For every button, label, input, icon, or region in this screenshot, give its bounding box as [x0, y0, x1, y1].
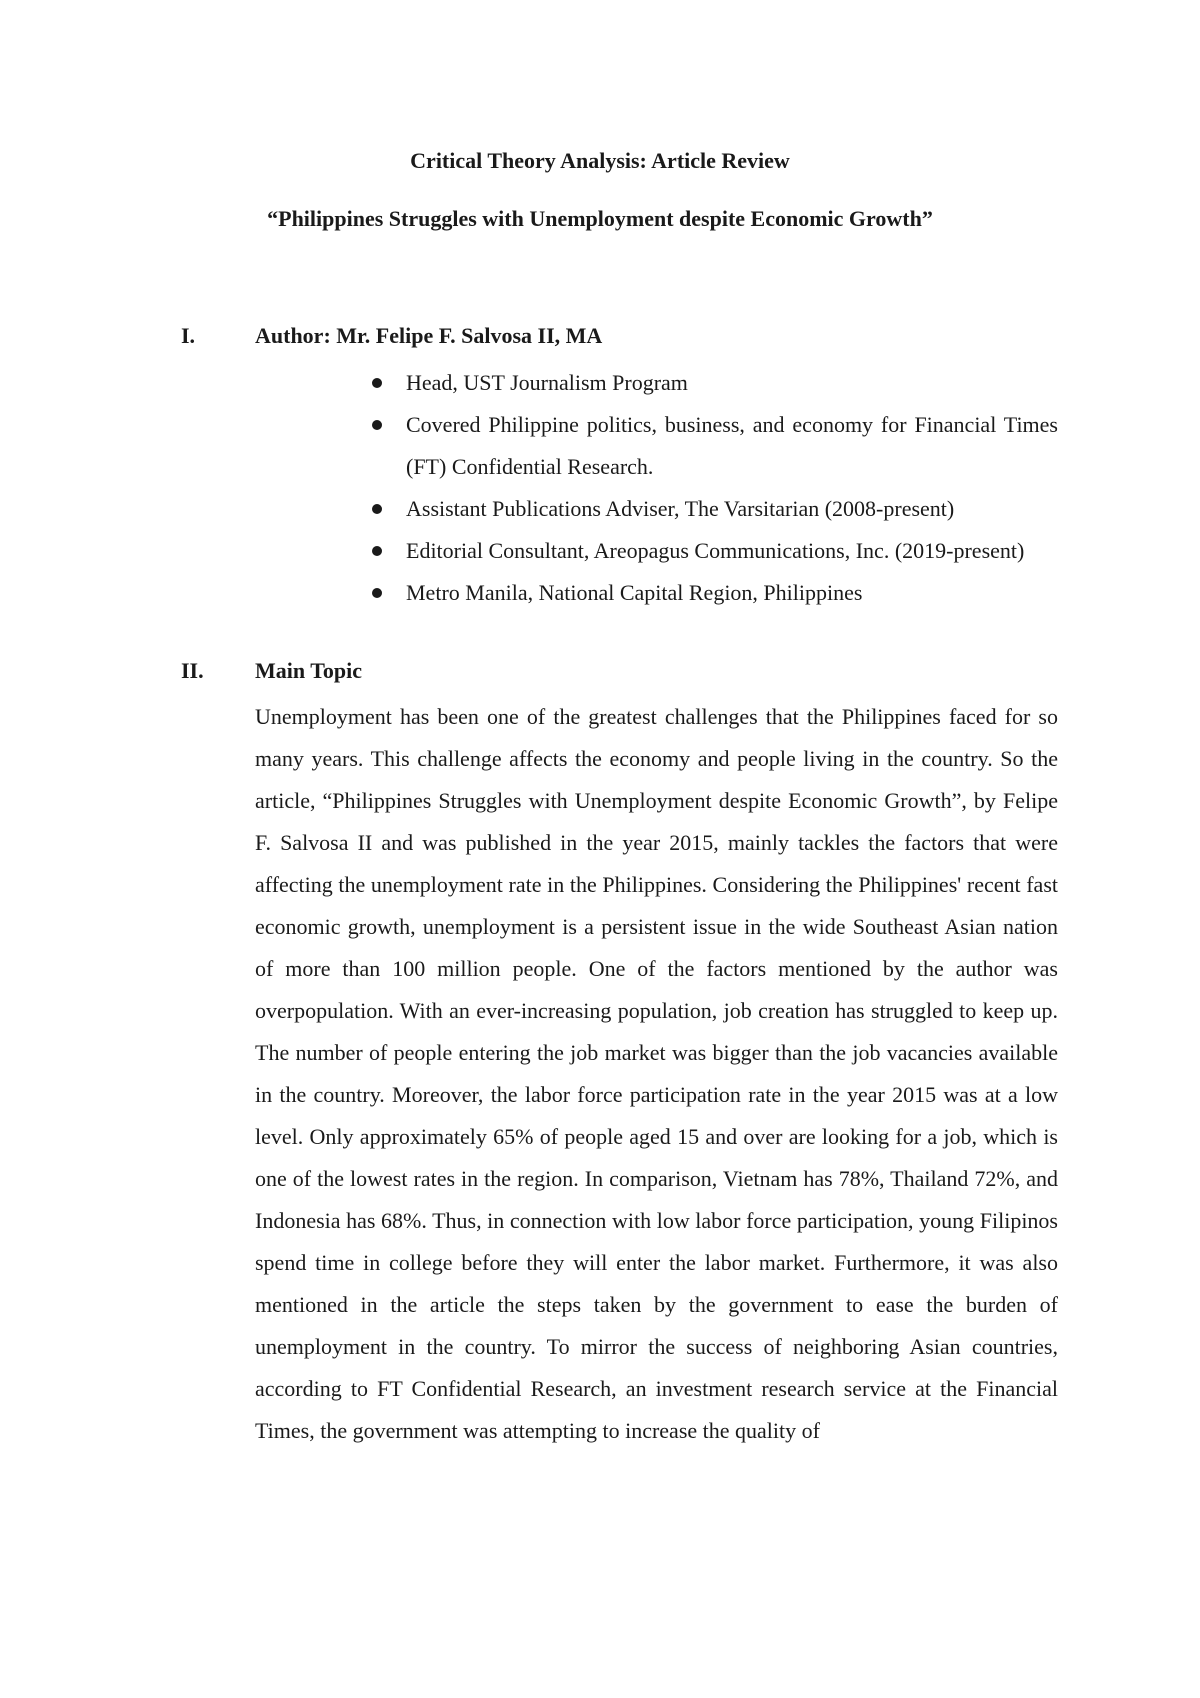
list-item [406, 530, 1058, 572]
list-item [406, 362, 1058, 404]
list-item [406, 572, 1058, 614]
list-item [406, 488, 1058, 530]
main-topic-paragraph: Unemployment has been one of the greatest challenges that the Philippines faced for so many years. This challenge affects the economy and people living in the country. So the article, “Philippines Struggles with Unemployment despite Economic Growth”, by Felipe F. Salvosa II and was published in the year 2015, mainly tackles the factors that were affecting the unemployment rate in the Philippines. Considering the Philippines' recent fast economic growth, unemployment is a persistent issue in the wide Southeast Asian nation of more than 100 million people. One of the factors mentioned by the author was overpopulation. With an ever-increasing population, job creation has struggled to keep up. The number of people entering the job market was bigger than the job vacancies available in the country. Moreover, the labor force participation rate in the year 2015 was at a low level. Only approximately 65% of people aged 15 and over are looking for a job, which is one of the lowest rates in the region. In comparison, Vietnam has 78%, Thailand 72%, and Indonesia has 68%. Thus, in connection with low labor force participation, young Filipinos spend time in college before they will enter the labor market. Furthermore, it was also mentioned in the article the steps taken by the government to ease the burden of unemployment in the country. To mirror the success of neighboring Asian countries, according to FT Confidential Research, an investment research service at the Financial Times, the government was attempting to increase the quality of [255, 704, 1058, 1443]
document-title: Critical Theory Analysis: Article Review [410, 148, 790, 173]
bullet-icon [372, 378, 382, 388]
article-title: “Philippines Struggles with Unemployment despite Economic Growth” [267, 206, 933, 231]
list-item-text: Covered Philippine politics, business, and economy for Financial Times (FT) Confidential Research. [406, 412, 1058, 479]
section-heading-main-topic: Main Topic [255, 658, 362, 683]
section-heading-author: Author: Mr. Felipe F. Salvosa II, MA [255, 323, 603, 348]
bullet-icon [372, 588, 382, 598]
list-item-text: Assistant Publications Adviser, The Varsitarian (2008-present) [406, 496, 955, 521]
bullet-icon [372, 546, 382, 556]
section-number-2: II. [181, 658, 204, 683]
author-details-list [406, 362, 1058, 614]
list-item-text: Head, UST Journalism Program [406, 370, 688, 395]
bullet-icon [372, 504, 382, 514]
list-item-text: Editorial Consultant, Areopagus Communications, Inc. (2019-present) [406, 538, 1025, 563]
list-item [406, 404, 1058, 488]
list-item-text: Metro Manila, National Capital Region, Philippines [406, 580, 863, 605]
section-number-1: I. [181, 323, 196, 348]
bullet-icon [372, 420, 382, 430]
